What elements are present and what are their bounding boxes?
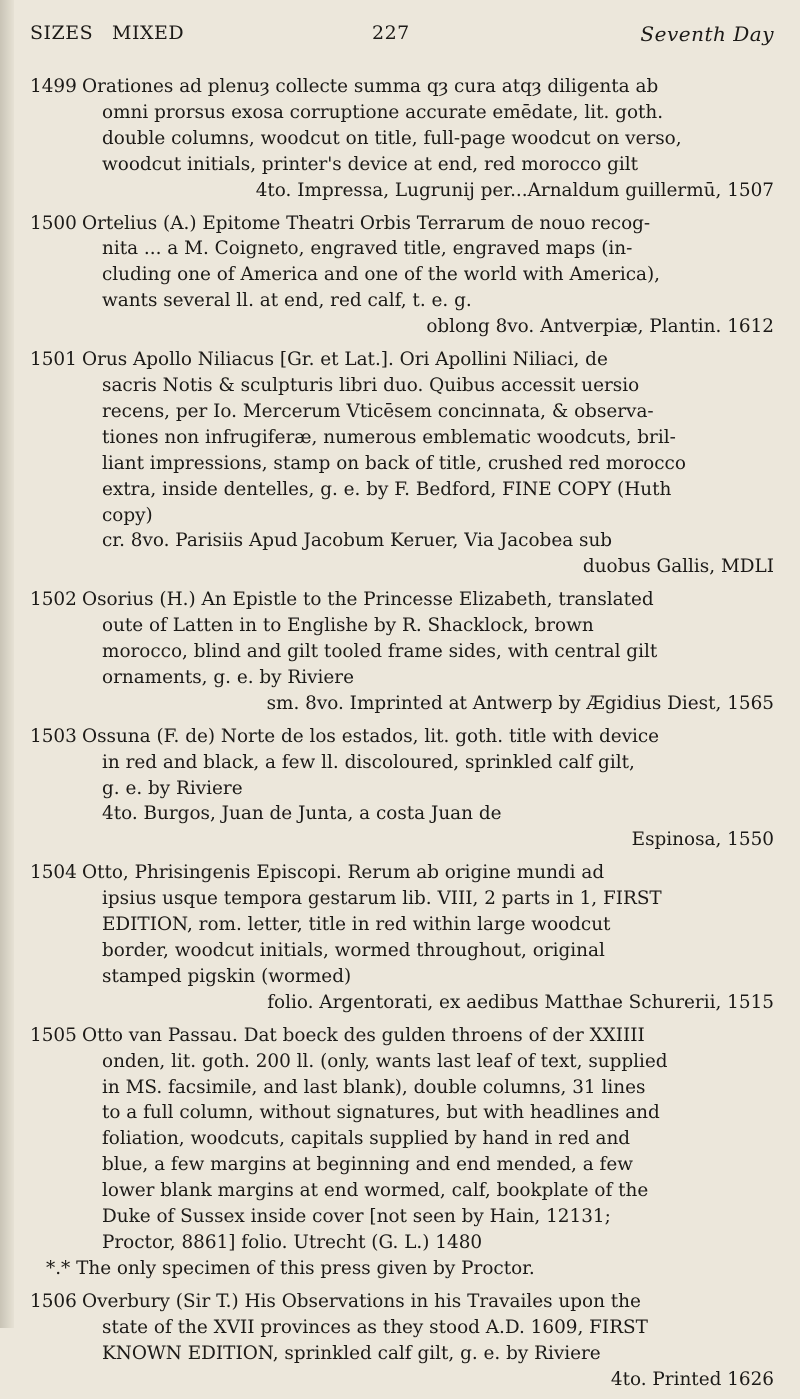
lot-entry — [30, 1023, 774, 1282]
lot-line: nita ... a M. Coigneto, engraved title, engraved maps (in- — [102, 238, 633, 260]
lot-line: state of the XVII provinces as they stood A.D. 1609, FIRST — [102, 1316, 648, 1338]
header-mixed: MIXED — [112, 22, 185, 44]
lot-description — [82, 724, 774, 854]
lot-imprint: Espinosa, 1550 — [631, 829, 774, 851]
lot-line: border, woodcut initials, wormed throughout, original — [102, 940, 605, 961]
lot-line: onden, lit. goth. 200 ll. (only, wants last leaf of text, supplied — [102, 1050, 668, 1072]
lot-entry — [30, 587, 774, 717]
lot-number: 1500 — [30, 212, 77, 234]
lot-number: 1499 — [30, 76, 77, 97]
lot-line: liant impressions, stamp on back of title, crushed red morocco — [102, 452, 686, 474]
lot-line: ipsius usque tempora gestarum lib. VIII, 2 parts in 1, FIRST — [102, 888, 662, 910]
lot-line: lower blank margins at end wormed, calf, bookplate of the — [102, 1180, 649, 1202]
lot-line: Overbury (Sir T.) His Observations in his Travailes upon the — [82, 1290, 641, 1312]
lot-entry — [30, 74, 774, 204]
lot-line: Duke of Sussex inside cover [not seen by Hain, 12131; — [102, 1206, 611, 1228]
lot-line: wants several ll. at end, red calf, t. e. g. — [102, 290, 472, 312]
lot-line: extra, inside dentelles, g. e. by F. Bedford, FINE COPY (Huth — [102, 478, 672, 500]
page-edge — [0, 0, 14, 1328]
lot-line: g. e. by Riviere — [102, 777, 243, 799]
lot-line: omni prorsus exosa corruptione accurate emēdate, lit. goth. — [102, 101, 664, 123]
lot-line: in MS. facsimile, and last blank), double columns, 31 lines — [102, 1076, 646, 1098]
lot-line: KNOWN EDITION, sprinkled calf gilt, g. e. by Riviere — [102, 1342, 601, 1364]
lot-imprint: 4to. Impressa, Lugrunij per...Arnaldum guillermū, 1507 — [255, 179, 774, 201]
lot-imprint: folio. Argentorati, ex aedibus Matthae Schurerii, 1515 — [267, 991, 774, 1013]
lot-entry — [30, 211, 774, 341]
lot-entry — [30, 860, 774, 1015]
lot-number: 1503 — [30, 725, 77, 747]
lot-imprint: 4to. Burgos, Juan de Junta, a costa Juan de — [102, 803, 502, 825]
header-sizes: SIZES — [30, 22, 94, 44]
lot-line: to a full column, without signatures, but with headlines and — [102, 1102, 660, 1124]
lot-imprint: duobus Gallis, MDLI — [582, 556, 774, 578]
header-day: Seventh Day — [640, 22, 774, 46]
lot-line: Ortelius (A.) Epitome Theatri Orbis Terrarum de nouo recog- — [82, 212, 651, 234]
lot-imprint: Proctor, 8861] folio. Utrecht (G. L.) 1480 — [102, 1231, 483, 1253]
lot-description — [82, 211, 774, 341]
lot-number: 1502 — [30, 589, 77, 611]
lot-line: tiones non infrugiferæ, numerous emblematic woodcuts, bril- — [102, 426, 676, 448]
lot-imprint: cr. 8vo. Parisiis Apud Jacobum Keruer, Via Jacobea sub — [102, 530, 613, 552]
lot-number: 1501 — [30, 349, 77, 371]
lot-line: Ossuna (F. de) Norte de los estados, lit. goth. title with device — [82, 725, 660, 747]
lot-description — [82, 74, 774, 204]
running-header — [30, 22, 774, 52]
lot-imprint: 4to. Printed 1626 — [610, 1368, 774, 1390]
lot-description — [82, 347, 774, 580]
lot-number: 1506 — [30, 1290, 77, 1312]
lot-line: Osorius (H.) An Epistle to the Princesse Elizabeth, translated — [82, 589, 654, 611]
lot-line: Orus Apollo Niliacus [Gr. et Lat.]. Ori Apollini Niliaci, de — [82, 349, 608, 371]
lot-line: Otto, Phrisingenis Episcopi. Rerum ab origine mundi ad — [82, 862, 605, 884]
lot-description — [82, 587, 774, 717]
lot-line: EDITION, rom. letter, title in red within large woodcut — [102, 914, 611, 936]
lot-line: oute of Latten in to Englishe by R. Shacklock, brown — [102, 615, 594, 637]
lot-line: blue, a few margins at beginning and end mended, a few — [102, 1154, 633, 1176]
lot-number: 1504 — [30, 862, 77, 884]
lot-line: ornaments, g. e. by Riviere — [102, 666, 354, 688]
lot-line: Otto van Passau. Dat boeck des gulden throens of der XXIIII — [82, 1024, 645, 1046]
lot-line: in red and black, a few ll. discoloured, sprinkled calf gilt, — [102, 751, 635, 773]
catalogue-entries — [30, 74, 774, 1399]
lot-description — [82, 1289, 774, 1393]
lot-note: *.* The only specimen of this press given by Proctor. — [46, 1257, 535, 1279]
lot-line: Orationes ad plenuȝ collecte summa qȝ cura atqȝ diligenta ab — [82, 76, 659, 97]
lot-line: woodcut initials, printer's device at end, red morocco gilt — [102, 153, 639, 175]
lot-line: recens, per Io. Mercerum Vticēsem concinnata, & observa- — [102, 400, 654, 422]
lot-imprint: sm. 8vo. Imprinted at Antwerp by Ægidius Diest, 1565 — [266, 692, 774, 714]
lot-line: copy) — [102, 504, 153, 526]
lot-line: stamped pigskin (wormed) — [102, 965, 352, 987]
lot-entry — [30, 347, 774, 580]
lot-description — [82, 860, 774, 1015]
lot-entry — [30, 1289, 774, 1393]
lot-line: foliation, woodcuts, capitals supplied by hand in red and — [102, 1128, 631, 1150]
lot-imprint: oblong 8vo. Antverpiæ, Plantin. 1612 — [426, 316, 774, 338]
lot-line: double columns, woodcut on title, full-page woodcut on verso, — [102, 127, 682, 149]
lot-entry — [30, 724, 774, 854]
lot-line: cluding one of America and one of the world with America), — [102, 264, 661, 286]
lot-line: sacris Notis & sculpturis libri duo. Quibus accessit uersio — [102, 374, 640, 396]
lot-number: 1505 — [30, 1024, 77, 1046]
lot-line: morocco, blind and gilt tooled frame sides, with central gilt — [102, 641, 658, 663]
page-number: 227 — [372, 22, 410, 44]
